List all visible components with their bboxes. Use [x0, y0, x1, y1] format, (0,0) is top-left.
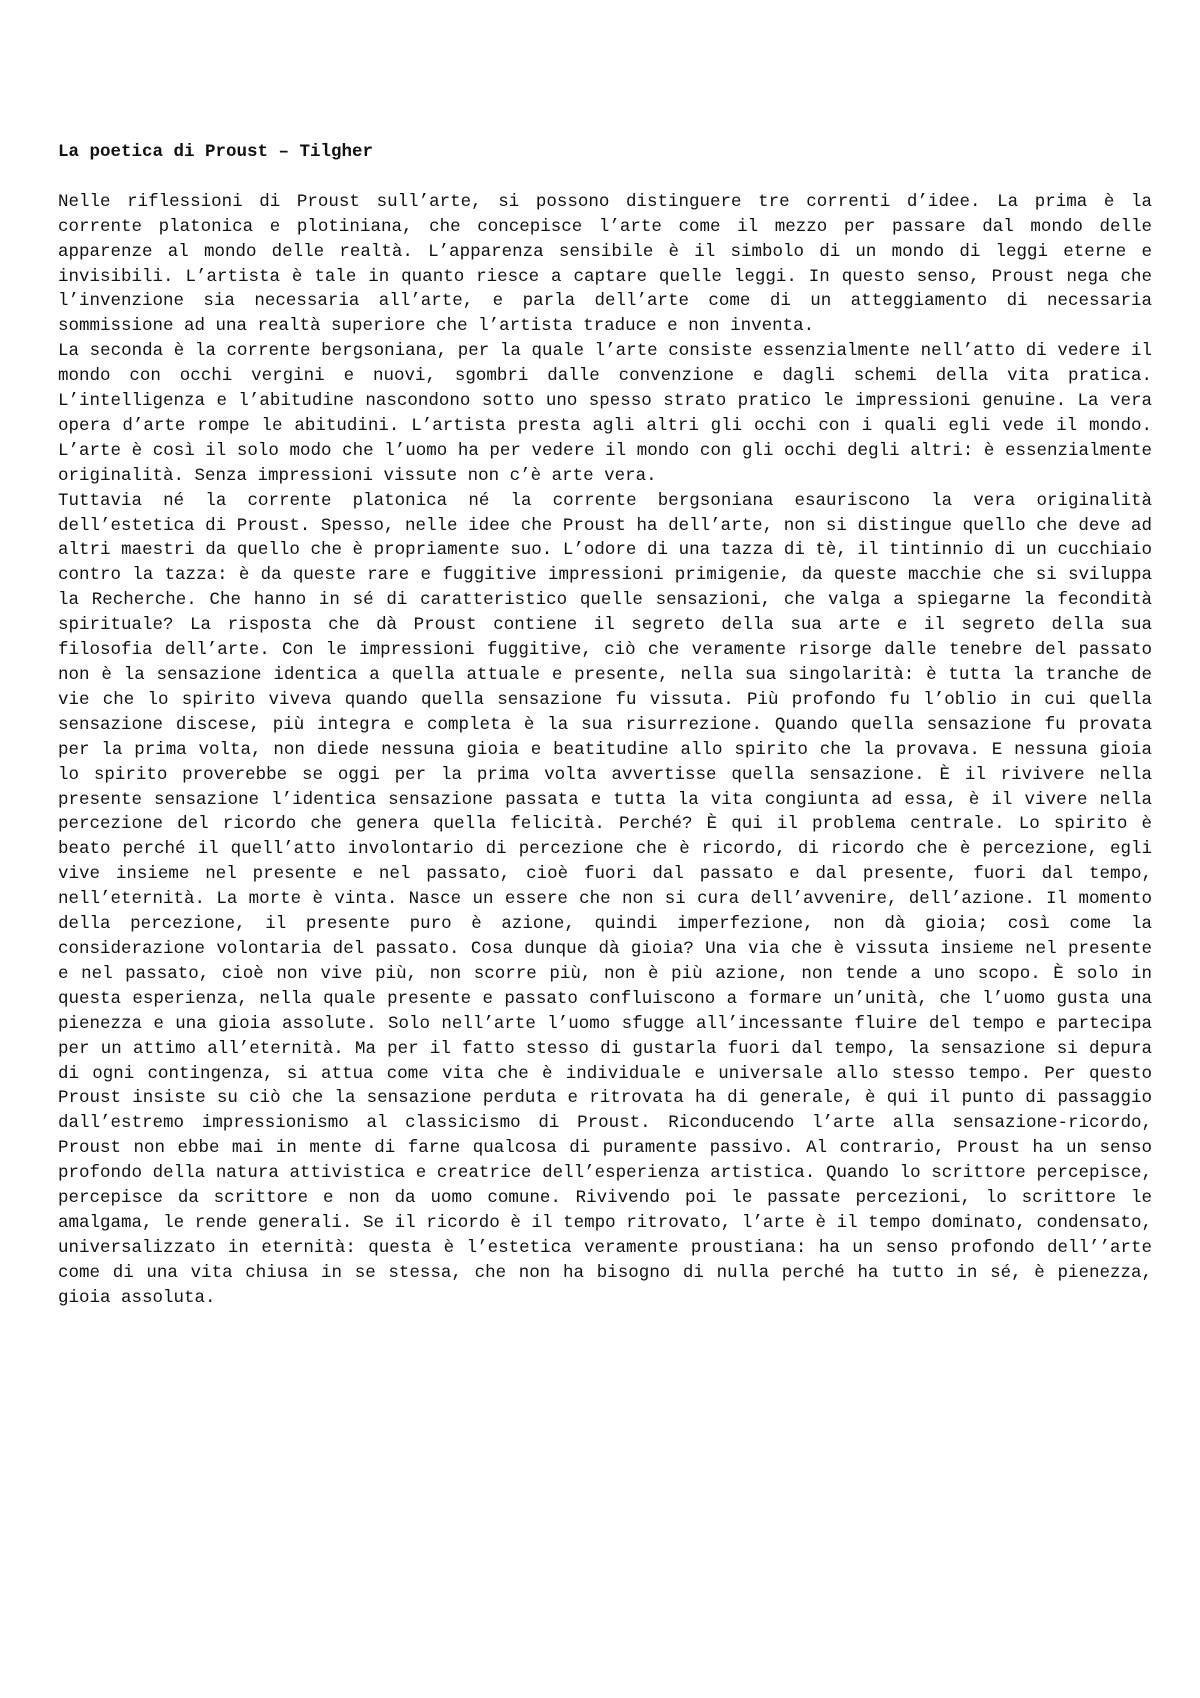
- paragraph-bergsonian-current: La seconda è la corrente bergsoniana, per la quale l’arte consiste essenzialmente nell’atto di vedere il mondo con occhi vergini e nuovi, sgombri dalle convenzione e dagli schemi della vita pratica. L’intelligenza e l’abitudine nascondono sotto uno spesso strato pratico le impressioni genuine. La vera opera d’arte rompe le abitudini. L’artista presta agli altri gli occhi con i quali egli vede il mondo. L’arte è così il solo modo che l’uomo ha per vedere il mondo con gli occhi degli altri: è essenzialmente originalità. Senza impressioni vissute non c’è arte vera.: [58, 341, 1152, 486]
- paragraph-proustian-aesthetic: Tuttavia né la corrente platonica né la corrente bergsoniana esauriscono la vera originalità dell’estetica di Proust. Spesso, nelle idee che Proust ha dell’arte, non si distingue quello che deve ad altri maestri da quello che è propriamente suo. L’odore di una tazza di tè, il tintinnio di un cucchiaio contro la tazza: è da queste rare e fuggitive impressioni primigenie, da queste macchie che si sviluppa la Recherche. Che hanno in sé di caratteristico quelle sensazioni, che valga a spiegarne la fecondità spirituale? La risposta che dà Proust contiene il segreto della sua arte e il segreto della sua filosofia dell’arte. Con le impressioni fuggitive, ciò che veramente risorge dalle tenebre del passato non è la sensazione identica a quella attuale e presente, nella sua singolarità: è tutta la tranche de vie che lo spirito viveva quando quella sensazione fu vissuta. Più profondo fu l’oblio in cui quella sensazione discese, più integra e completa è la sua risurrezione. Quando quella sensazione fu provata per la prima volta, non diede nessuna gioia e beatitudine allo spirito che la provava. E nessuna gioia lo spirito proverebbe se oggi per la prima volta avvertisse quella sensazione. È il rivivere nella presente sensazione l’identica sensazione passata e tutta la vita congiunta ad essa, è il vivere nella percezione del ricordo che genera quella felicità. Perché? È qui il problema centrale. Lo spirito è beato perché il quell’atto involontario di percezione che è ricordo, di ricordo che è percezione, egli vive insieme nel presente e nel passato, cioè fuori dal passato e dal presente, fuori dal tempo, nell’eternità. La morte è vinta. Nasce un essere che non si cura dell’avvenire, dell’azione. Il momento della percezione, il presente puro è azione, quindi imperfezione, non dà gioia; così come la considerazione volontaria del passato. Cosa dunque dà gioia? Una via che è vissuta insieme nel presente e nel passato, cioè non vive più, non scorre più, non è più azione, non tende a uno scopo. È solo in questa esperienza, nella quale presente e passato confluiscono a formare un’unità, che l’uomo gusta una pienezza e una gioia assolute. Solo nell’arte l’uomo sfugge all’incessante fluire del tempo e partecipa per un attimo all’eternità. Ma per il fatto stesso di gustarla fuori dal tempo, la sensazione si depura di ogni contingenza, si attua come vita che è individuale e universale allo stesso tempo. Per questo Proust insiste su ciò che la sensazione perduta e ritrovata ha di generale, è qui il punto di passaggio dall’estremo impressionismo al classicismo di Proust. Riconducendo l’arte alla sensazione-ricordo, Proust non ebbe mai in mente di farne qualcosa di puramente passivo. Al contrario, Proust ha un senso profondo della natura attivistica e creatrice dell’esperienza artistica. Quando lo scrittore percepisce, percepisce da scrittore e non da uomo comune. Rivivendo poi le passate percezioni, lo scrittore le amalgama, le rende generali. Se il ricordo è il tempo ritrovato, l’arte è il tempo dominato, condensato, universalizzato in eternità: questa è l’estetica veramente proustiana: ha un senso profondo dell’’arte come di una vita chiusa in se stessa, che non ha bisogno di nulla perché ha tutto in sé, è pienezza, gioia assoluta.: [58, 490, 1152, 1308]
- document-page: [58, 140, 1152, 1311]
- paragraph-platonic-current: Nelle riflessioni di Proust sull’arte, si possono distinguere tre correnti d’idee. La prima è la corrente platonica e plotiniana, che concepisce l’arte come il mezzo per passare dal mondo delle apparenze al mondo delle realtà. L’apparenza sensibile è il simbolo di un mondo di leggi eterne e invisibili. L’artista è tale in quanto riesce a captare quelle leggi. In questo senso, Proust nega che l’invenzione sia necessaria all’arte, e parla dell’arte come di un atteggiamento di necessaria sommissione ad una realtà superiore che l’artista traduce e non inventa.: [58, 191, 1152, 337]
- document-title: La poetica di Proust – Tilgher: [58, 142, 374, 162]
